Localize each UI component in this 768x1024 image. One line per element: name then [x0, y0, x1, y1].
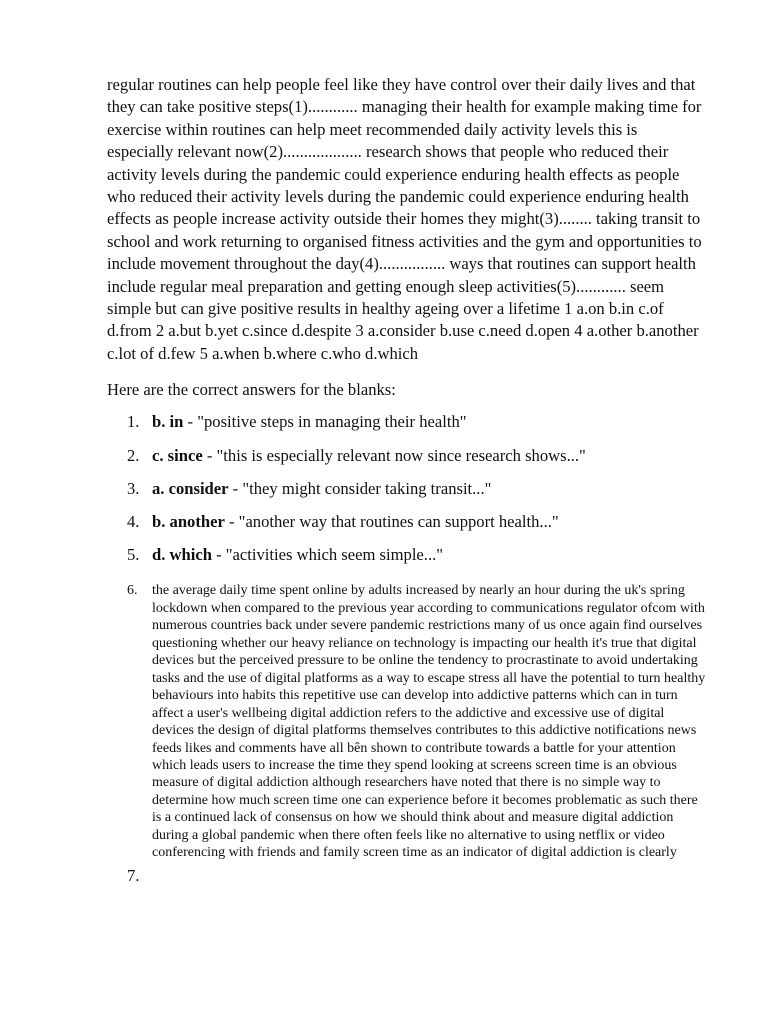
answer-explanation: - "positive steps in managing their health"	[183, 412, 467, 432]
answer-choice: d. which	[152, 545, 212, 565]
answer-item-1	[107, 411, 707, 433]
answer-number: 5.	[127, 545, 140, 565]
passage-paragraph: regular routines can help people feel like they have control over their daily lives and that they can take positive steps(1)............ managing their health for example making time for exercise within routines can help meet recommended daily activity levels this is especially relevant now(2)................... research shows that people who reduced their activity levels during the pandemic could experience enduring health effects as people who reduced their activity levels during the pandemic could experience enduring health effects as people increase activity outside their homes they might(3)........ taking transit to school and work returning to organised fitness activities and the gym and opportunities to include movement throughout the day(4)................ ways that routines can support health include regular meal preparation and getting enough sleep activities(5)............ seem simple but can give positive results in healthy ageing over a lifetime 1 a.on b.in c.of d.from 2 a.but b.yet c.since d.despite 3 a.consider b.use c.need d.open 4 a.other b.another c.lot of d.few 5 a.when b.where c.who d.which	[107, 75, 702, 363]
answer-item-5	[107, 544, 707, 566]
answer-explanation: - "they might consider taking transit..."	[228, 478, 492, 498]
answer-choice: a. consider	[152, 478, 229, 498]
answer-choice: b. another	[152, 512, 225, 532]
answer-choice: c. since	[152, 445, 203, 465]
answer-number: 3.	[127, 478, 140, 498]
document-page	[107, 74, 707, 887]
list-item-7	[107, 865, 707, 887]
answer-number: 4.	[127, 512, 140, 532]
answers-list	[107, 411, 707, 566]
list-item-number: 6.	[127, 583, 138, 599]
list-item-6	[107, 582, 707, 861]
answer-number: 1.	[127, 412, 140, 432]
answers-intro: Here are the correct answers for the blanks:	[107, 380, 396, 400]
list-item-number: 7.	[127, 865, 140, 885]
answer-explanation: - "another way that routines can support health..."	[224, 512, 559, 532]
answer-explanation: - "activities which seem simple..."	[211, 545, 444, 565]
answer-item-4	[107, 511, 707, 533]
answer-item-3	[107, 478, 707, 500]
answer-item-2	[107, 445, 707, 467]
answer-explanation: - "this is especially relevant now since research shows..."	[202, 445, 586, 465]
answer-choice: b. in	[152, 412, 184, 432]
reading-passage: the average daily time spent online by adults increased by nearly an hour during the uk's spring lockdown when compared to the previous year according to communications regulator ofcom with numerous countries back under severe pandemic restrictions many of us once again find ourselves questioning whether our heavy reliance on technology is impacting our health it's true that digital devices but the perceived pressure to be online the tendency to procrastinate to avoid undertaking tasks and the use of digital platforms as a way to escape stress all have the potential to turn healthy behaviours into habits this repetitive use can develop into addictive patterns which can in turn affect a user's wellbeing digital addiction refers to the addictive and excessive use of digital devices the design of digital platforms themselves contributes to this addictive notifications news feeds likes and comments have all bên shown to contribute towards a battle for your attention which leads users to increase the time they spend looking at screens screen time is an obvious measure of digital addiction although researchers have noted that there is no simple way to determine how much screen time one can experience before it becomes problematic as such there is a continued lack of consensus on how we should think about and measure digital addiction during a global pandemic when there often feels like no alternative to using netflix or video conferencing with friends and family screen time as an indicator of digital addiction is clearly	[152, 583, 706, 861]
answer-number: 2.	[127, 445, 140, 465]
